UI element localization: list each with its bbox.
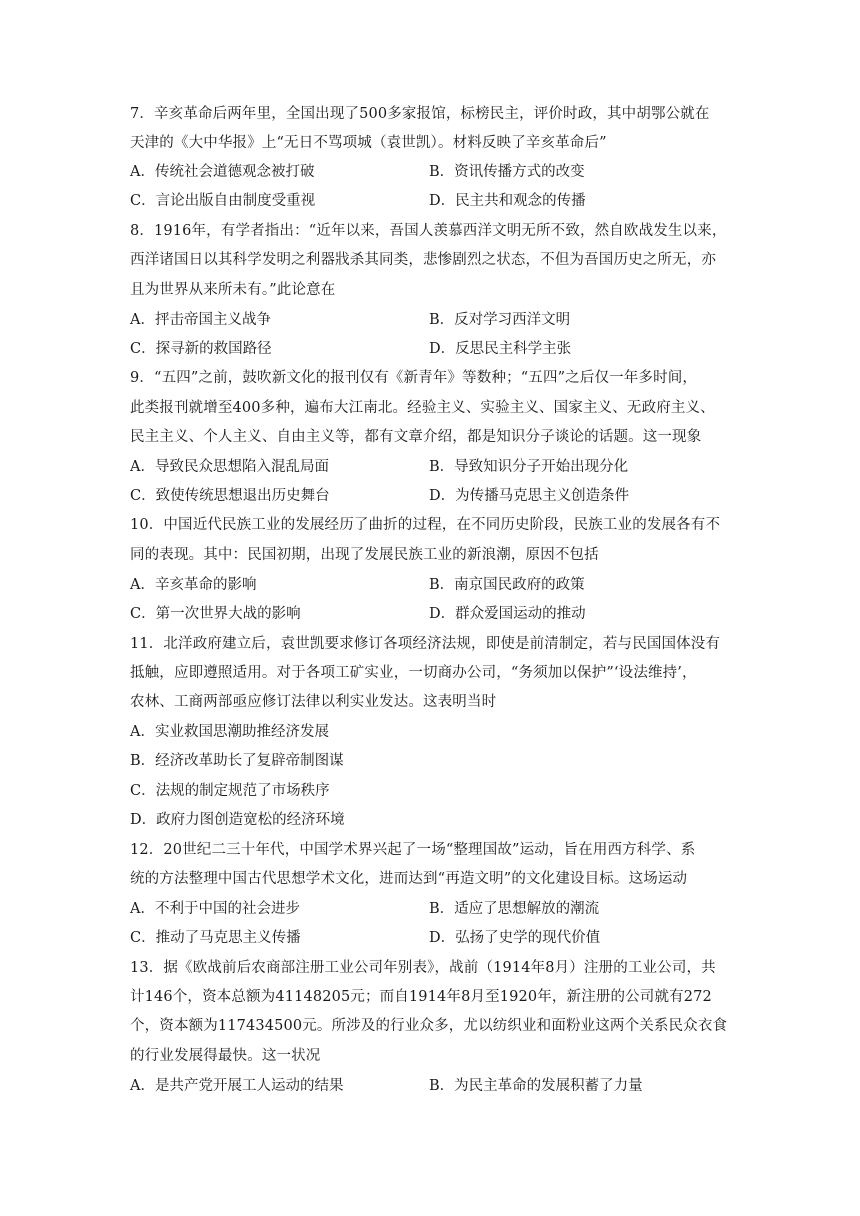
question-12-option-c[interactable]: C．推动了马克思主义传播	[130, 930, 301, 946]
question-11-option-b[interactable]: B．经济改革助长了复辟帝制图谋	[130, 753, 344, 769]
question-9-stem-line-2: 此类报刊就增至400多种，遍布大江南北。经验主义、实验主义、国家主义、无政府主义、	[130, 400, 715, 416]
question-11-stem-line-2: 抵触，应即遵照适用。对于各项工矿实业，一切商办公司，“务须加以保护”‘设法维持’，	[130, 665, 697, 681]
question-13-stem-line-4: 的行业发展得最快。这一状况	[130, 1048, 321, 1064]
question-8-stem-line-3: 且为世界从来所未有。”此论意在	[130, 282, 336, 298]
question-7-stem-line-2: 天津的《大中华报》上“无日不骂项城（袁世凯）。材料反映了辛亥革命后”	[130, 135, 607, 151]
question-9-stem-line-1: 9．“五四”之前，鼓吹新文化的报刊仅有《新青年》等数种；“五四”之后仅一年多时间，	[130, 370, 698, 386]
question-13-option-b[interactable]: B．为民主革命的发展积蓄了力量	[429, 1078, 643, 1094]
question-7-option-a[interactable]: A．传统社会道德观念被打破	[130, 164, 315, 180]
question-13-stem-line-3: 个，资本额为117434500元。所涉及的行业众多，尤以纺织业和面粉业这两个关系民众衣食	[130, 1018, 728, 1034]
question-11-option-a[interactable]: A．实业救国思潮助推经济发展	[130, 724, 329, 740]
question-8-option-a[interactable]: A．抨击帝国主义战争	[130, 312, 271, 328]
question-12-option-b[interactable]: B．适应了思想解放的潮流	[429, 901, 600, 917]
question-7-option-c[interactable]: C．言论出版自由制度受重视	[130, 193, 316, 209]
question-8-stem-line-2: 西洋诸国日以其科学发明之利器戕杀其同类，悲惨剧烈之状态，不但为吾国历史之所无，亦	[130, 252, 716, 268]
question-10-option-c[interactable]: C．第一次世界大战的影响	[130, 606, 301, 622]
question-11-option-c[interactable]: C．法规的制定规范了市场秩序	[130, 783, 330, 799]
question-9-option-d[interactable]: D．为传播马克思主义创造条件	[429, 488, 630, 504]
question-10-stem-line-2: 同的表现。其中：民国初期，出现了发展民族工业的新浪潮，原因不包括	[130, 547, 599, 563]
question-11-stem-line-1: 11．北洋政府建立后，袁世凯要求修订各项经济法规，即使是前清制定，若与民国国体没有	[130, 636, 721, 652]
question-9-option-a[interactable]: A．导致民众思想陷入混乱局面	[130, 459, 329, 475]
question-10-option-d[interactable]: D．群众爱国运动的推动	[429, 606, 586, 622]
question-9-option-c[interactable]: C．致使传统思想退出历史舞台	[130, 488, 330, 504]
question-7-stem-line-1: 7．辛亥革命后两年里，全国出现了500多家报馆，标榜民主，评价时政，其中胡鄂公就在	[130, 106, 710, 122]
question-8-stem-line-1: 8．1916年，有学者指出：“近年以来，吾国人羡慕西洋文明无所不致，然自欧战发生以来，	[130, 223, 727, 239]
question-10-option-a[interactable]: A．辛亥革命的影响	[130, 577, 257, 593]
question-11-option-d[interactable]: D．政府力图创造宽松的经济环境	[130, 812, 345, 828]
question-13-stem-line-1: 13．据《欧战前后农商部注册工业公司年别表》，战前（1914年8月）注册的工业公司，共	[130, 960, 716, 976]
question-8-option-d[interactable]: D．反思民主科学主张	[429, 341, 572, 357]
question-7-option-b[interactable]: B．资讯传播方式的改变	[429, 164, 585, 180]
question-12-stem-line-2: 统的方法整理中国古代思想学术文化，进而达到“再造文明”的文化建设目标。这场运动	[130, 871, 688, 887]
question-12-stem-line-1: 12．20世纪二三十年代，中国学术界兴起了一场“整理国故”运动，旨在用西方科学、系	[130, 842, 696, 858]
question-11-stem-line-3: 农林、工商两部亟应修订法律以利实业发达。这表明当时	[130, 694, 497, 710]
question-10-option-b[interactable]: B．南京国民政府的政策	[429, 577, 585, 593]
question-13-option-a[interactable]: A．是共产党开展工人运动的结果	[130, 1078, 344, 1094]
question-9-option-b[interactable]: B．导致知识分子开始出现分化	[429, 459, 629, 475]
question-12-option-a[interactable]: A．不利于中国的社会进步	[130, 901, 300, 917]
question-12-option-d[interactable]: D．弘扬了史学的现代价值	[429, 930, 601, 946]
question-8-option-c[interactable]: C．探寻新的救国路径	[130, 341, 272, 357]
question-13-stem-line-2: 计146个，资本总额为41148205元；而自1914年8月至1920年，新注册的公司就有272	[130, 989, 712, 1005]
question-7-option-d[interactable]: D．民主共和观念的传播	[429, 193, 586, 209]
question-8-option-b[interactable]: B．反对学习西洋文明	[429, 312, 571, 328]
question-10-stem-line-1: 10．中国近代民族工业的发展经历了曲折的过程，在不同历史阶段，民族工业的发展各有不	[130, 517, 721, 533]
question-9-stem-line-3: 民主主义、个人主义、自由主义等，都有文章介绍，都是知识分子谈论的话题。这一现象	[130, 429, 702, 445]
